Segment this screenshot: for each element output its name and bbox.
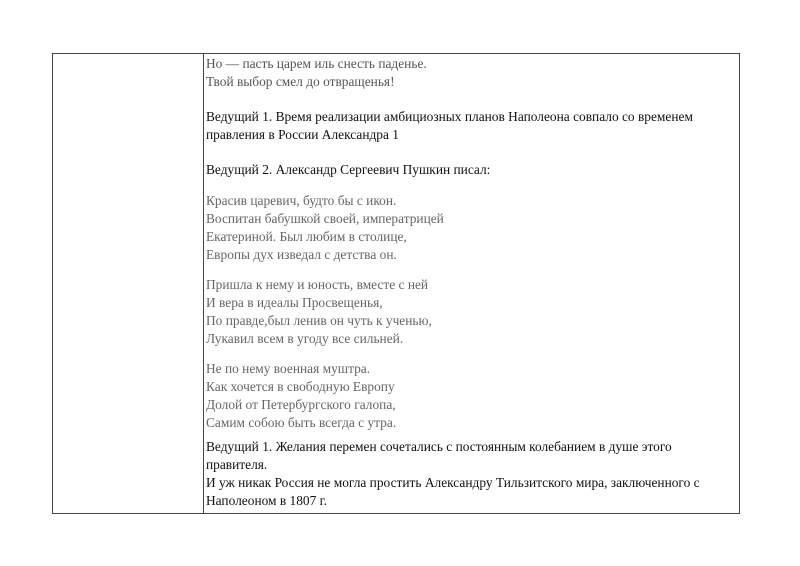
text-line: Долой от Петербургского галопа, xyxy=(206,397,396,412)
table-left-cell xyxy=(53,54,203,513)
speaker-block-2 xyxy=(206,161,490,179)
text-line: Наполеоном в 1807 г. xyxy=(206,493,327,508)
text-line: правителя. xyxy=(206,457,268,472)
text-line: По правде,был ленив он чуть к ученью, xyxy=(206,313,432,328)
text-line: Воспитан бабушкой своей, императрицей xyxy=(206,211,444,226)
text-line: Пришла к нему и юность, вместе с ней xyxy=(206,277,429,292)
text-line: Ведущий 1. Желания перемен сочетались с постоянным колебанием в душе этого xyxy=(206,439,672,454)
text-line: И вера в идеалы Просвещенья, xyxy=(206,295,383,310)
speaker-block-3 xyxy=(206,438,700,510)
verse-block-2 xyxy=(206,192,444,264)
verse-block-1 xyxy=(206,55,427,91)
text-line: Красив царевич, будто бы с икон. xyxy=(206,193,397,208)
text-line: Самим собою быть всегда с утра. xyxy=(206,415,397,430)
verse-block-3 xyxy=(206,276,432,348)
text-line: Ведущий 1. Время реализации амбициозных планов Наполеона совпало со временем xyxy=(206,109,693,124)
text-line: Но — пасть царем иль снесть паденье. xyxy=(206,56,427,71)
text-line: правления в России Александра 1 xyxy=(206,127,399,142)
text-line: Екатериной. Был любим в столице, xyxy=(206,229,407,244)
column-divider xyxy=(203,54,204,513)
text-line: Ведущий 2. Александр Сергеевич Пушкин писал: xyxy=(206,162,491,177)
speaker-block-1 xyxy=(206,108,693,144)
verse-block-4 xyxy=(206,360,396,432)
script-table xyxy=(52,53,740,514)
text-line: Как хочется в свободную Европу xyxy=(206,379,395,394)
text-line: Твой выбор смел до отвращенья! xyxy=(206,74,395,89)
text-line: И уж никак Россия не могла простить Александру Тильзитского мира, заключенного с xyxy=(206,475,700,490)
text-line: Лукавил всем в угоду все сильней. xyxy=(206,331,404,346)
text-line: Не по нему военная муштра. xyxy=(206,361,371,376)
text-line: Европы дух изведал с детства он. xyxy=(206,247,397,262)
